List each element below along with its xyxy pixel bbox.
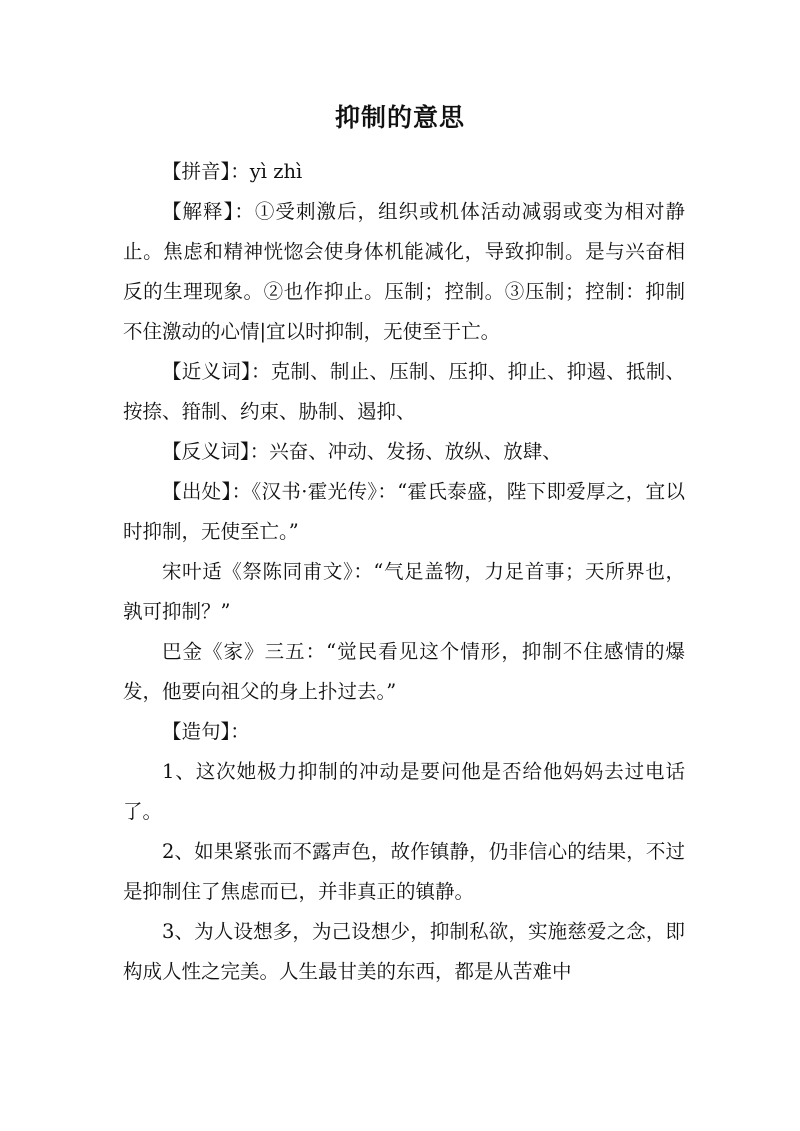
antonyms-text: ：兴奋、冲动、发扬、放纵、放肆、 [249,440,562,463]
antonyms-label: 【反义词】 [162,440,250,463]
source-text: ：《汉书·霍光传》：“霍氏泰盛，陛下即爱厚之，宜以时抑制，无使至亡。” [123,480,685,543]
example-3-text: 3、为人设想多，为己设想少，抑制私欲，实施慈爱之念，即构成人性之完美。人生最甘美的东西，都是从苦难中 [123,920,685,983]
source-ye-shi-text: 宋叶适《祭陈同甫文》：“气足盖物，力足首事；天所界也，孰可抑制？” [123,560,685,623]
paragraph-example-2 [123,832,685,912]
synonyms-text: ：克制、制止、压制、压抑、抑止、抑遏、抵制、按捺、箝制、约束、胁制、遏抑、 [123,360,685,423]
paragraph-synonyms [123,352,685,432]
paragraph-source-ba-jin [123,632,685,712]
pinyin-text: ：yì zhì [230,160,303,183]
paragraph-explanation [123,192,685,352]
explanation-label: 【解释】 [162,200,235,223]
synonyms-label: 【近义词】 [162,360,251,383]
paragraph-antonyms [123,432,685,472]
examples-label: 【造句】 [162,720,231,743]
paragraph-source-ye-shi [123,552,685,632]
explanation-text: ：①受刺激后，组织或机体活动减弱或变为相对静止。焦虑和精神恍惚会使身体机能减化，导致抑制。是与兴奋相反的生理现象。②也作抑止。压制；控制。③压制；控制：抑制不住激动的心情|宜以时抑制，无使至于亡。 [123,200,685,343]
examples-colon: ： [230,720,250,743]
paragraph-source [123,472,685,552]
source-label: 【出处】 [162,480,232,503]
source-ba-jin-text: 巴金《家》三五：“觉民看见这个情形，抑制不住感情的爆发，他要向祖父的身上扑过去。” [123,640,685,703]
paragraph-examples-heading [123,712,685,752]
pinyin-label: 【拼音】 [162,160,231,183]
paragraph-example-1 [123,752,685,832]
example-1-text: 1、这次她极力抑制的冲动是要问他是否给他妈妈去过电话了。 [123,760,685,823]
document-body [123,152,685,992]
example-2-text: 2、如果紧张而不露声色，故作镇静，仍非信心的结果，不过是抑制住了焦虑而已，并非真正的镇静。 [123,840,685,903]
document-title: 抑制的意思 [334,103,465,132]
paragraph-pinyin [123,152,685,192]
paragraph-example-3 [123,912,685,992]
